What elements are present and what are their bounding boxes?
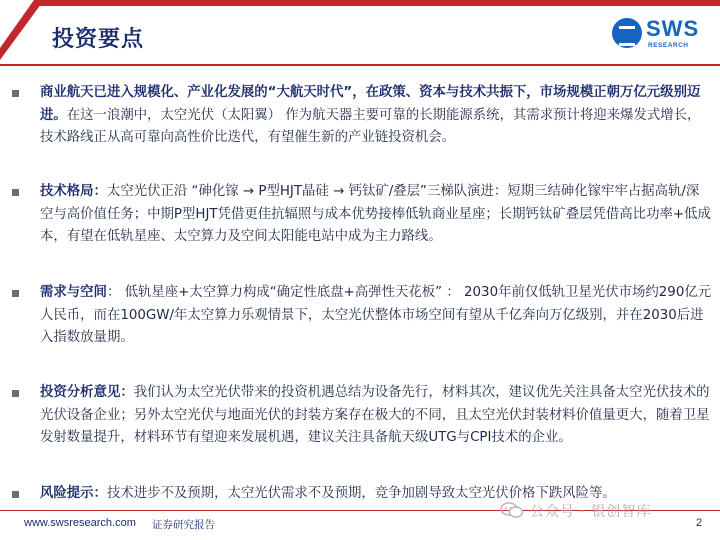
key-point-text <box>40 382 712 450</box>
sws-logo-mark-icon <box>612 18 642 48</box>
logo-subtext: RESEARCH <box>648 42 689 49</box>
footer-website-link[interactable]: www.swsresearch.com <box>24 517 136 529</box>
header-divider <box>0 64 720 66</box>
key-point-body: 我们认为太空光伏带来的投资机遇总结为设备先行，材料其次，建议优先关注具备太空光伏技术的光伏设备企业；另外太空光伏与地面光伏的封装方案存在极大的不同，且太空光伏封装材料价值量更大，随着卫星发射数量提升，材料环节有望迎来发展机遇，建议关注具备航天级UTG与CPI技术的企业。 <box>40 385 710 445</box>
page-number: 2 <box>696 517 703 529</box>
bullet-square-icon <box>12 189 19 196</box>
key-point-heading: 投资分析意见： <box>40 385 134 400</box>
key-point-heading: 技术格局： <box>40 184 107 199</box>
key-point-body: ： 低轨星座+太空算力构成“确定性底盘+高弹性天花板” ： 2030年前仅低轨卫星光伏市场约290亿元人民币，而在100GW/年太空算力乐观情景下，太空光伏整体市场空间有望从千亿奔向万亿级别，并在2030后进入指数放量期。 <box>40 285 712 345</box>
bullet-square-icon <box>12 90 19 97</box>
bullet-square-icon <box>12 491 19 498</box>
bullet-square-icon <box>12 390 19 397</box>
key-point-text <box>40 181 712 249</box>
header-corner-decoration-inner <box>0 0 34 48</box>
key-point-body: 技术进步不及预期，太空光伏需求不及预期，竞争加剧导致太空光伏价格下跌风险等。 <box>106 486 616 501</box>
watermark-text: 公众号 · 银创智库 <box>530 504 652 520</box>
wechat-icon <box>500 502 524 518</box>
logo-text: SWS <box>646 16 700 41</box>
header-top-bar <box>0 0 720 6</box>
footer-report-label: 证券研究报告 <box>152 519 215 531</box>
key-point-text <box>40 282 712 350</box>
page-title: 投资要点 <box>52 27 145 52</box>
key-point-heading: 需求与空间 <box>40 285 107 300</box>
sws-logo <box>612 16 708 56</box>
bullet-square-icon <box>12 290 19 297</box>
key-point-body: 在这一浪潮中，太空光伏（太阳翼） 作为航天器主要可靠的长期能源系统，其需求预计将迎来爆发式增长，技术路线正从高可靠向高性价比迭代，有望催生新的产业链投资机会。 <box>40 107 701 145</box>
key-point-text <box>40 82 712 150</box>
key-point-body: 太空光伏正沿 “砷化镓 → P型HJT晶硅 → 钙钛矿/叠层”三梯队演进：短期三结砷化镓牢牢占据高轨/深空与高价值任务；中期P型HJT凭借更佳抗辐照与成本优势接棒低轨商业星座；长期钙钛矿叠层凭借高比功率+低成本，有望在低轨星座、太空算力及空间太阳能电站中成为主力路线。 <box>40 184 711 244</box>
key-point-heading: 风险提示： <box>40 486 107 501</box>
key-point-heading: 商业航天已进入规模化、产业化发展的“大航天时代”，在政策、资本与技术共振下，市场规模正朝万亿元级别迈进。 <box>40 85 701 123</box>
